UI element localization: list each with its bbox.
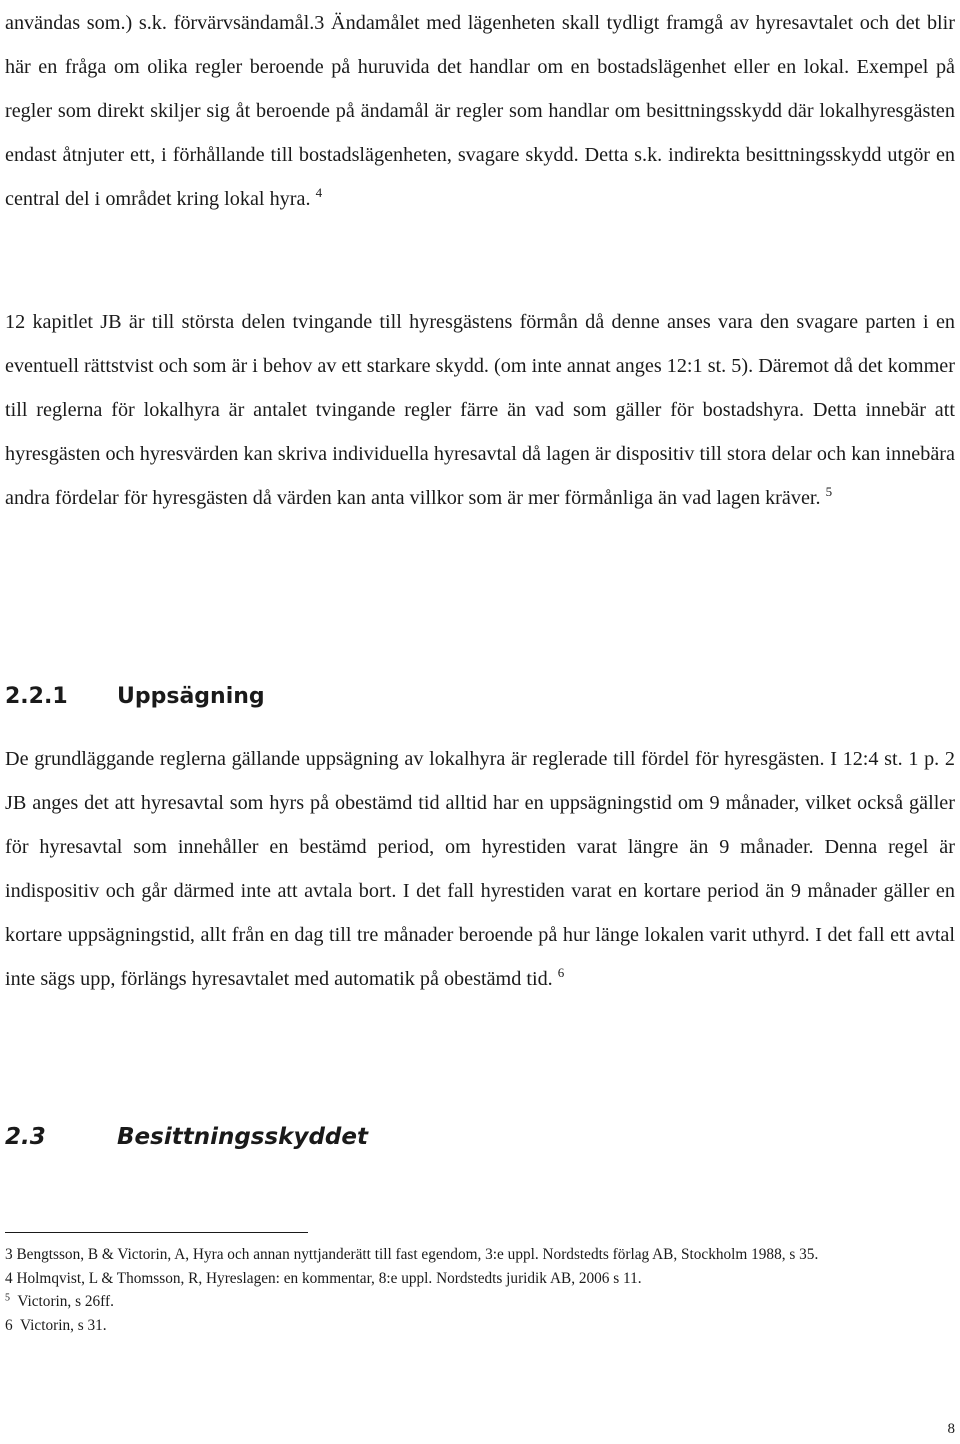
footnote-separator — [5, 1232, 308, 1233]
footnote-text: Victorin, s 31. — [20, 1316, 107, 1334]
section-number: 2.3 — [5, 1124, 46, 1150]
section-title: Uppsägning — [117, 684, 265, 709]
footnote-text: Bengtsson, B & Victorin, A, Hyra och annan nyttjanderätt till fast egendom, 3:e uppl. Nordstedts förlag AB, Stockholm 1988, s 35. — [16, 1246, 819, 1263]
body-paragraph-1 — [5, 1, 955, 221]
footnote-text: Holmqvist, L & Thomsson, R, Hyreslagen: en kommentar, 8:e uppl. Nordstedts juridik AB, 2006 s 11. — [16, 1269, 642, 1287]
section-title: Besittningsskyddet — [117, 1124, 368, 1150]
footnote-6 — [5, 1314, 955, 1338]
footnote-reference[interactable]: 6 — [557, 965, 565, 981]
paragraph-text: De grundläggande reglerna gällande uppsägning av lokalhyra är reglerade till fördel för hyresgästen. I 12:4 st. 1 p. 2 JB anges det att hyresavtal som hyrs på obestämd tid alltid har en uppsägningstid om 9 månader, vilket också gäller för hyresavtal som innehåller en bestämd period, om hyrestiden varat längre än 9 månader. Denna regel är indispositiv och går därmed inte att avtala bort. I det fall hyrestiden varat en kortare period än 9 månader gäller en kortare uppsägningstid, allt från en dag till tre månader beroende på hur länge lokalen varit uthyrd. I det fall ett avtal inte sägs upp, förlängs hyresavtalet med automatik på obestämd tid. — [5, 748, 955, 990]
footnote-3 — [5, 1243, 955, 1267]
paragraph-text: 12 kapitlet JB är till största delen tvingande till hyresgästens förmån då denne anses vara den svagare parten i en eventuell rättstvist och som är i behov av ett starkare skydd. (om inte annat anges 12:1 st. 5). Däremot då det kommer till reglerna för lokalhyra är antalet tvingande regler färre än vad som gäller för bostadshyra. Detta innebär att hyresgästen och hyresvärden kan skriva individuella hyresavtal då lagen är dispositiv till stora delar och kan innebära andra fördelar för hyresgästen då värden kan anta villkor som är mer förmånliga än vad lagen kräver. — [5, 311, 955, 509]
footnote-number: 4 — [5, 1269, 13, 1287]
body-paragraph-2 — [5, 300, 955, 520]
section-heading-uppsagning — [5, 682, 265, 712]
body-paragraph-3 — [5, 737, 955, 1001]
footnote-5 — [5, 1290, 955, 1314]
section-heading-besittningsskyddet — [5, 1122, 368, 1152]
footnote-number: 3 — [5, 1246, 13, 1263]
footnote-reference[interactable]: 4 — [315, 185, 323, 201]
footnote-4 — [5, 1267, 955, 1291]
footnote-number: 5 — [5, 1292, 10, 1304]
footnote-reference[interactable]: 5 — [825, 484, 833, 500]
footnote-text: Victorin, s 26ff. — [17, 1293, 114, 1310]
footnote-number: 6 — [5, 1316, 13, 1334]
section-number: 2.2.1 — [5, 684, 68, 709]
footnotes — [5, 1243, 955, 1337]
page-number: 8 — [947, 1421, 955, 1437]
paragraph-text: användas som.) s.k. förvärvsändamål.3 Ändamålet med lägenheten skall tydligt framgå av hyresavtalet och det blir här en fråga om olika regler beroende på huruvida det handlar om en bostadslägenhet eller en lokal. Exempel på regler som direkt skiljer sig åt beroende på ändamål är regler som handlar om besittningsskydd där lokalhyresgästen endast åtnjuter ett, i förhållande till bostadslägenheten, svagare skydd. Detta s.k. indirekta besittningsskydd utgör en central del i området kring lokal hyra. — [5, 12, 955, 210]
